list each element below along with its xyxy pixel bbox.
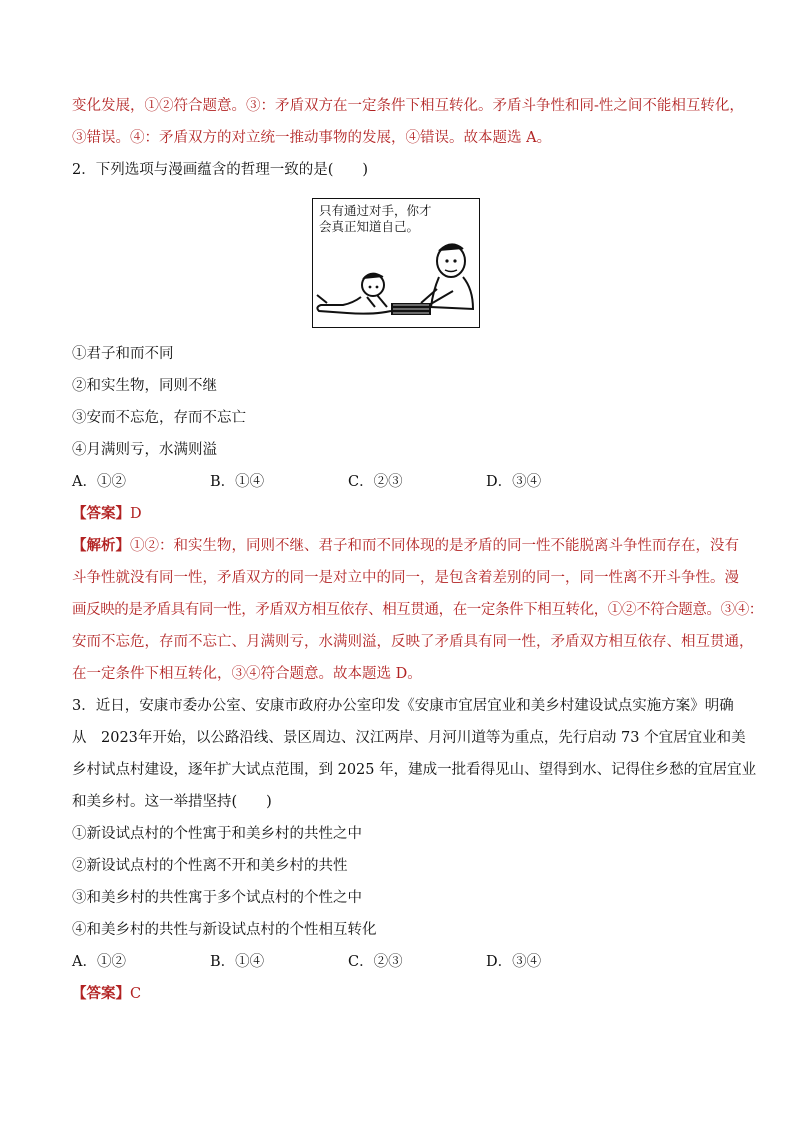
q2-analysis-line-5: 在一定条件下相互转化，③④符合题意。故本题选 D。 bbox=[72, 666, 422, 682]
q3-option-d: D．③④ bbox=[486, 954, 542, 970]
q2-analysis-line-4: 安而不忘危，存而不忘亡、月满则亏，水满则溢，反映了矛盾具有同一性，矛盾双方相互依存、相互贯通， bbox=[72, 634, 754, 650]
prev-analysis-line-1: 变化发展，①②符合题意。③：矛盾双方在一定条件下相互转化。矛盾斗争性和同-性之间不能相互转化， bbox=[72, 98, 744, 114]
q3-stem-line-3: 乡村试点村建设，逐年扩大试点范围，到 2025 年，建成一批看得见山、望得到水、记得住乡愁的宜居宜业 bbox=[72, 762, 757, 778]
q3-stem-line-2: 从 2023年开始，以公路沿线、景区周边、汉江两岸、月河川道等为重点，先行启动 73 个宜居宜业和美 bbox=[72, 730, 746, 746]
q2-analysis-tag: 【解析】 bbox=[72, 537, 130, 554]
cartoon-illustration bbox=[312, 198, 480, 328]
q2-item-1: ①君子和而不同 bbox=[72, 346, 174, 362]
q2-item-2: ②和实生物，同则不继 bbox=[72, 378, 217, 394]
q2-analysis-text-1: ①②：和实生物，同则不继、君子和而不同体现的是矛盾的同一性不能脱离斗争性而存在，没有 bbox=[130, 538, 739, 554]
q3-options bbox=[72, 952, 724, 984]
q3-stem-line-1: 3．近日，安康市委办公室、安康市政府办公室印发《安康市宜居宜业和美乡村建设试点实施方案》明确 bbox=[72, 698, 734, 714]
q3-item-1: ①新设试点村的个性寓于和美乡村的共性之中 bbox=[72, 826, 362, 842]
q2-option-b: B．①④ bbox=[210, 474, 265, 490]
q2-analysis-line-3: 画反映的是矛盾具有同一性，矛盾双方相互依存、相互贯通，在一定条件下相互转化，①②不符合题意。③④： bbox=[72, 602, 763, 618]
q3-answer-tag: 【答案】 bbox=[72, 985, 130, 1002]
q3-item-3: ③和美乡村的共性寓于多个试点村的个性之中 bbox=[72, 890, 362, 906]
q3-option-a: A．①② bbox=[72, 954, 126, 970]
q2-answer bbox=[72, 504, 724, 536]
q2-option-a: A．①② bbox=[72, 474, 126, 490]
q2-analysis-line-2: 斗争性就没有同一性，矛盾双方的同一是对立中的同一，是包含着差别的同一，同一性离不开斗争性。漫 bbox=[72, 570, 739, 586]
question-2-stem: 2．下列选项与漫画蕴含的哲理一致的是( ) bbox=[72, 162, 369, 178]
q2-analysis-line-1 bbox=[72, 536, 739, 568]
q2-options bbox=[72, 472, 724, 504]
q3-answer-value: C bbox=[130, 986, 142, 1002]
q3-stem-line-4: 和美乡村。这一举措坚持( ) bbox=[72, 794, 272, 810]
q3-option-b: B．①④ bbox=[210, 954, 265, 970]
q3-item-2: ②新设试点村的个性离不开和美乡村的共性 bbox=[72, 858, 348, 874]
q2-answer-tag: 【答案】 bbox=[72, 505, 130, 522]
q3-item-4: ④和美乡村的共性与新设试点村的个性相互转化 bbox=[72, 922, 377, 938]
q2-answer-value: D bbox=[130, 506, 142, 522]
cartoon-caption-line-2: 会真正知道自己。 bbox=[319, 219, 420, 234]
q3-answer bbox=[72, 984, 724, 1016]
q2-item-3: ③安而不忘危，存而不忘亡 bbox=[72, 410, 246, 426]
q2-option-d: D．③④ bbox=[486, 474, 542, 490]
cartoon-caption bbox=[319, 203, 432, 235]
q3-option-c: C．②③ bbox=[348, 954, 403, 970]
q2-item-4: ④月满则亏，水满则溢 bbox=[72, 442, 217, 458]
prev-analysis-line-2: ③错误。④：矛盾双方的对立统一推动事物的发展，④错误。故本题选 A。 bbox=[72, 130, 552, 146]
q2-option-c: C．②③ bbox=[348, 474, 403, 490]
cartoon-caption-line-1: 只有通过对手，你才 bbox=[319, 203, 432, 218]
